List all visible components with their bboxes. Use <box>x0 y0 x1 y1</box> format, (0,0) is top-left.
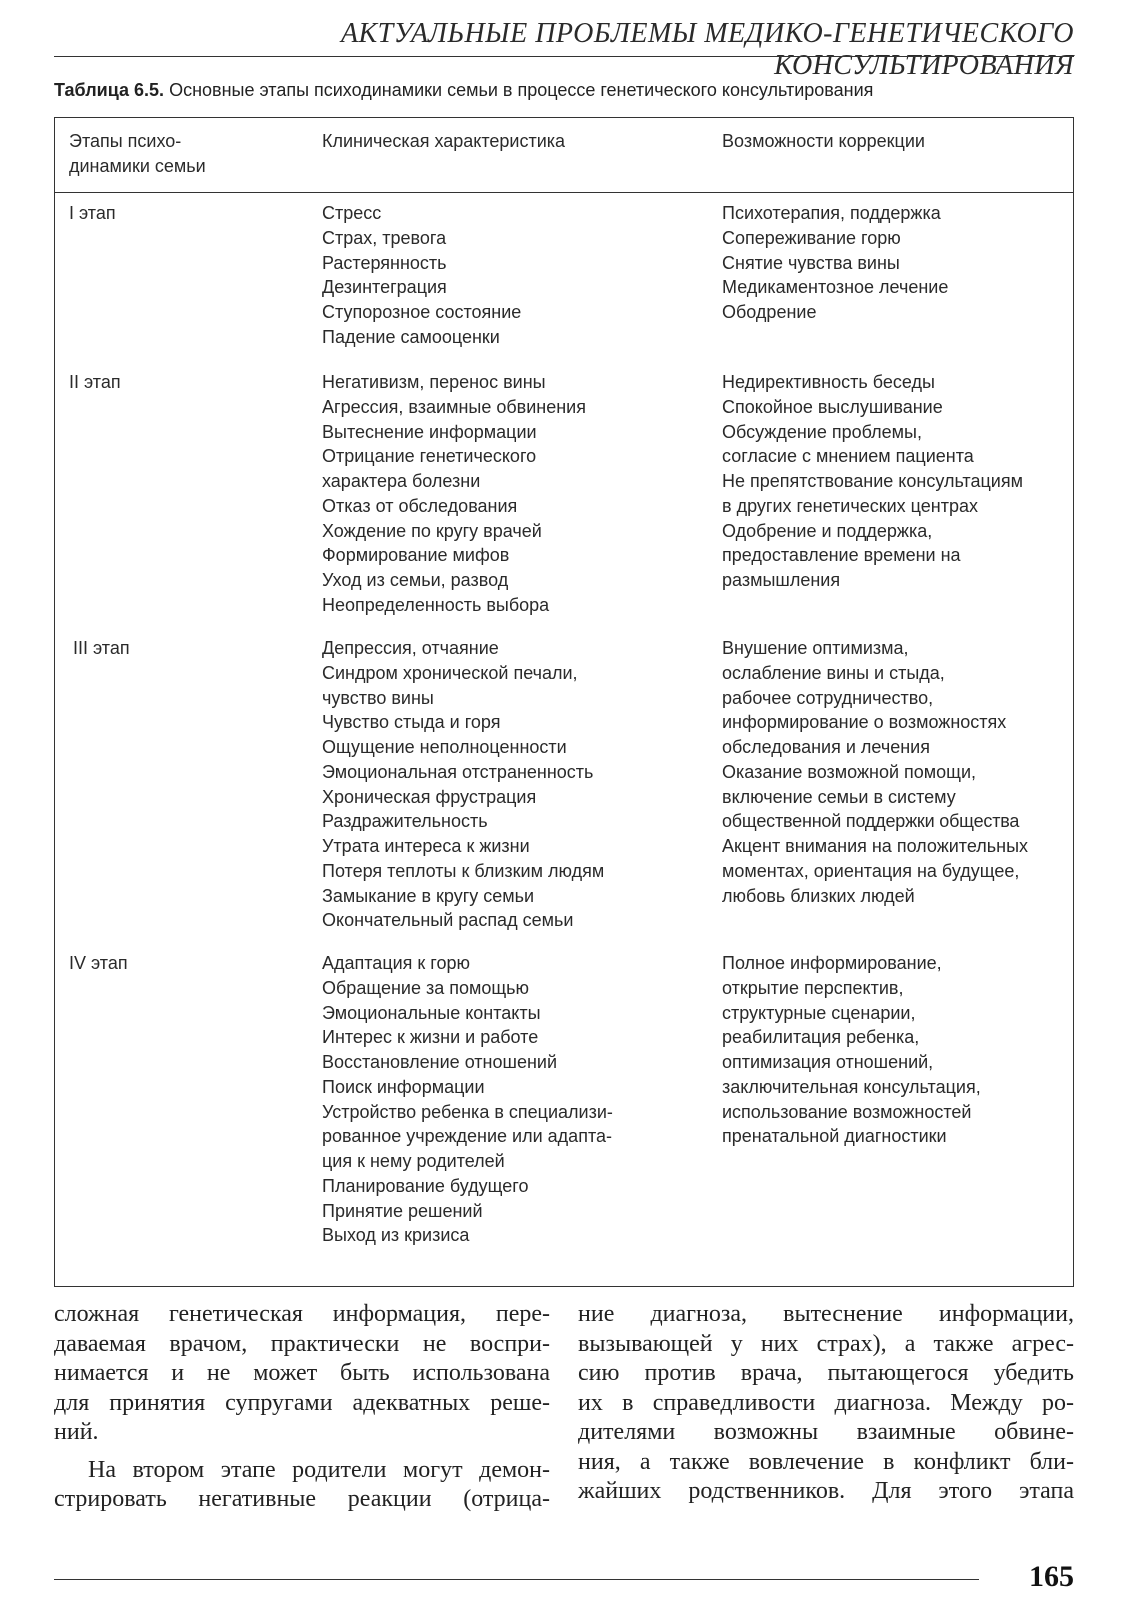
correction-line: согласие с мнением пациента <box>722 446 974 467</box>
stage-correction <box>722 951 1082 1149</box>
header-correction: Возможности коррекции <box>722 131 925 151</box>
stage-name: I этап <box>69 203 116 223</box>
body-line: ния, а также вовлечение в конфликт бли- <box>578 1448 1074 1475</box>
body-line: вызывающей у них страх), а также агрес- <box>578 1330 1074 1357</box>
clinical-line: Ощущение неполноценности <box>322 737 567 757</box>
clinical-line: Окончательный распад семьи <box>322 910 574 931</box>
clinical-line: Поиск информации <box>322 1076 485 1097</box>
correction-line: структурные сценарии, <box>722 1002 916 1023</box>
correction-line: Акцент внимания на положительных <box>722 836 1029 856</box>
body-line: даваемая врачом, практически не воспри- <box>54 1330 550 1357</box>
correction-line: оптимизация отношений, <box>722 1052 934 1072</box>
body-line: стрировать негативные реакции (отрица- <box>54 1486 550 1512</box>
clinical-line: Синдром хронической печали, <box>322 662 578 683</box>
stage-clinical <box>322 201 712 350</box>
table-header-row <box>55 118 1073 193</box>
clinical-line: Ступорозное состояние <box>322 302 522 322</box>
running-head: АКТУАЛЬНЫЕ ПРОБЛЕМЫ МЕДИКО-ГЕНЕТИЧЕСКОГО КОНСУЛЬТИРОВАНИЯ <box>340 18 1074 81</box>
clinical-line: Агрессия, взаимные обвинения <box>322 396 586 417</box>
correction-line: Полное информирование, <box>722 953 942 973</box>
stage-clinical <box>322 370 712 618</box>
correction-line: информирование о возможностях <box>722 712 1007 733</box>
table-caption-label: Таблица 6.5. <box>54 80 165 100</box>
body-line: ний. <box>54 1419 99 1445</box>
body-line: их в справедливости диагноза. Между ро- <box>578 1389 1074 1416</box>
correction-line: открытие перспектив, <box>722 977 904 998</box>
body-column-right <box>578 1300 1074 1507</box>
correction-line: моментах, ориентация на будущее, <box>722 860 1020 881</box>
stage-name: IV этап <box>69 953 128 973</box>
correction-line: Недирективность беседы <box>722 372 935 392</box>
clinical-line: Неопределенность выбора <box>322 594 550 615</box>
correction-line: Снятие чувства вины <box>722 252 900 273</box>
correction-line: пренатальной диагностики <box>722 1126 947 1147</box>
correction-line: размышления <box>722 570 841 590</box>
clinical-line: Восстановление отношений <box>322 1052 558 1072</box>
stage-name: II этап <box>69 372 121 392</box>
stage-correction <box>722 201 1082 325</box>
clinical-line: Депрессия, отчаяние <box>322 638 499 658</box>
correction-line: реабилитация ребенка, <box>722 1027 920 1048</box>
clinical-line: Дезинтеграция <box>322 277 447 298</box>
clinical-line: Вытеснение информации <box>322 421 537 442</box>
table-caption <box>54 80 1074 101</box>
psychodynamics-table <box>54 117 1074 1287</box>
correction-line: ослабление вины и стыда, <box>722 662 945 683</box>
body-line: нимается и не может быть использована <box>54 1360 550 1386</box>
correction-line: в других генетических центрах <box>722 495 978 516</box>
body-line: сложная генетическая информация, пере- <box>54 1301 550 1327</box>
clinical-line: Растерянность <box>322 252 447 273</box>
clinical-line: Отказ от обследования <box>322 495 518 516</box>
clinical-line: Формирование мифов <box>322 545 510 566</box>
correction-line: Обсуждение проблемы, <box>722 421 922 442</box>
stage-correction <box>722 636 1082 908</box>
clinical-line: Чувство стыда и горя <box>322 712 501 733</box>
clinical-line: Отрицание генетического <box>322 446 537 467</box>
clinical-line: Эмоциональная отстраненность <box>322 761 594 782</box>
page-number: 165 <box>1029 1560 1074 1593</box>
header-clinical: Клиническая характеристика <box>322 131 566 151</box>
clinical-line: Хождение по кругу врачей <box>322 520 542 541</box>
clinical-line: Выход из кризиса <box>322 1225 470 1246</box>
clinical-line: Негативизм, перенос вины <box>322 372 546 392</box>
clinical-line: Замыкание в кругу семьи <box>322 885 535 906</box>
stage-clinical <box>322 951 712 1248</box>
body-line: для принятия супругами адекватных реше- <box>54 1389 550 1416</box>
clinical-line: чувство вины <box>322 687 434 708</box>
clinical-line: Эмоциональные контакты <box>322 1002 541 1023</box>
clinical-line: характера болезни <box>322 471 481 491</box>
correction-line: Ободрение <box>722 302 817 322</box>
clinical-line: Раздражительность <box>322 811 488 832</box>
clinical-line: рованное учреждение или адапта- <box>322 1126 612 1147</box>
table-caption-text: Основные этапы психодинамики семьи в процессе генетического консультирования <box>169 80 874 100</box>
clinical-line: Обращение за помощью <box>322 977 530 998</box>
stage-name: III этап <box>73 638 130 658</box>
header-stage-line: Этапы психо- <box>69 131 182 151</box>
clinical-line: Устройство ребенка в специализи- <box>322 1101 613 1122</box>
body-line: На втором этапе родители могут демон- <box>88 1456 550 1483</box>
correction-line: использование возможностей <box>722 1101 972 1122</box>
correction-line: общественной поддержки общества <box>722 811 1020 832</box>
correction-line: предоставление времени на <box>722 545 961 566</box>
clinical-line: Хроническая фрустрация <box>322 786 537 807</box>
clinical-line: Потеря теплоты к близким людям <box>322 860 605 881</box>
correction-line: Психотерапия, поддержка <box>722 203 941 223</box>
clinical-line: ция к нему родителей <box>322 1151 505 1171</box>
body-line: сию против врача, пытающегося убедить <box>578 1360 1074 1386</box>
body-line: жайших родственников. Для этого этапа <box>578 1478 1074 1504</box>
correction-line: Спокойное выслушивание <box>722 396 943 417</box>
correction-line: обследования и лечения <box>722 737 930 757</box>
correction-line: любовь близких людей <box>722 885 915 906</box>
correction-line: Не препятствование консультациям <box>722 471 1023 491</box>
clinical-line: Интерес к жизни и работе <box>322 1027 539 1048</box>
clinical-line: Адаптация к горю <box>322 953 470 973</box>
clinical-line: Утрата интереса к жизни <box>322 836 530 856</box>
clinical-line: Стресс <box>322 203 382 223</box>
header-stage <box>69 129 299 179</box>
clinical-line: Уход из семьи, развод <box>322 570 509 590</box>
correction-line: Оказание возможной помощи, <box>722 761 977 782</box>
correction-line: рабочее сотрудничество, <box>722 687 934 708</box>
body-line: дителями возможны взаимные обвине- <box>578 1419 1074 1445</box>
body-line: ние диагноза, вытеснение информации, <box>578 1301 1074 1327</box>
header-stage-line: динамики семьи <box>69 156 206 176</box>
clinical-line: Планирование будущего <box>322 1175 529 1196</box>
correction-line: Медикаментозное лечение <box>722 277 949 298</box>
correction-line: Сопереживание горю <box>722 227 901 248</box>
body-column-left <box>54 1300 550 1515</box>
stage-clinical <box>322 636 712 933</box>
correction-line: Внушение оптимизма, <box>722 638 909 658</box>
clinical-line: Страх, тревога <box>322 227 447 248</box>
header-rule <box>54 56 1074 57</box>
stage-correction <box>722 370 1082 593</box>
clinical-line: Принятие решений <box>322 1200 483 1221</box>
paragraph-gap <box>54 1448 550 1456</box>
correction-line: заключительная консультация, <box>722 1076 981 1097</box>
correction-line: Одобрение и поддержка, <box>722 520 933 541</box>
correction-line: включение семьи в систему <box>722 786 956 807</box>
clinical-line: Падение самооценки <box>322 326 500 347</box>
footer-rule <box>54 1579 979 1580</box>
